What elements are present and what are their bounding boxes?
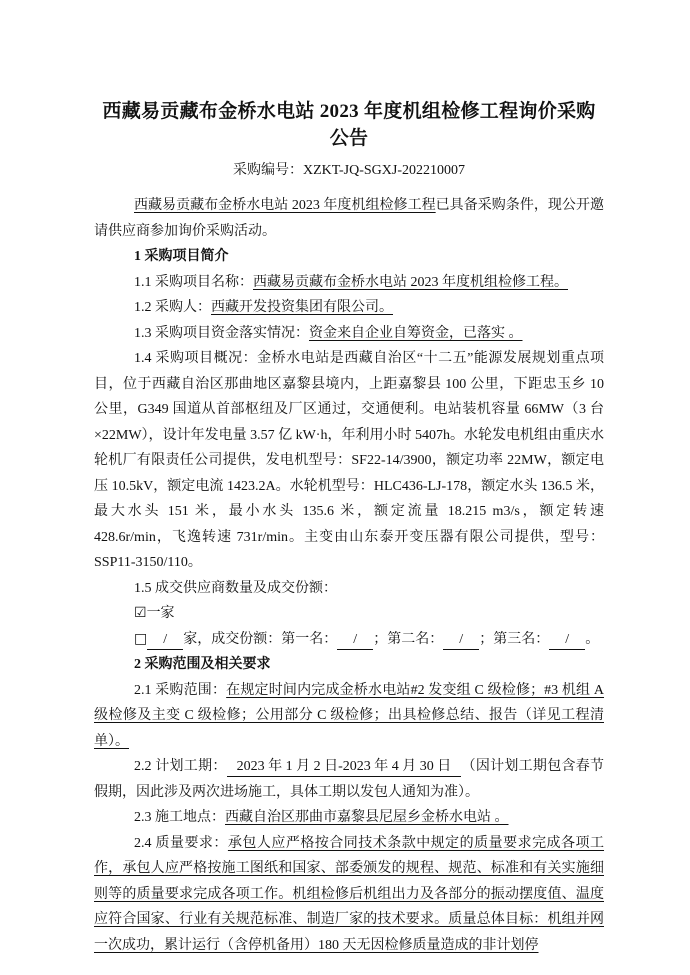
option-multi-text-2: ；第二名： (373, 631, 444, 647)
item-1-4-label: 1.4 采购项目概况： (134, 351, 258, 366)
option-multi-text-4: 。 (585, 631, 600, 647)
item-2-3 (94, 805, 604, 831)
blank-supplier-count: / (147, 631, 183, 650)
item-1-1 (94, 270, 604, 296)
item-1-3-value: 资金来自企业自筹资金，已落实 。 (309, 325, 523, 341)
item-1-1-value: 西藏易贡藏布金桥水电站 2023 年度机组检修工程。 (253, 274, 568, 290)
item-1-2-value: 西藏开发投资集团有限公司。 (211, 300, 393, 315)
item-2-4-value: 承包人应严格按合同技术条款中规定的质量要求完成各项工作，承包人应严格按施工图纸和国家、部委颁发的规程、规范、标准和有关实施细则等的质量要求完成各项工作。机组检修后机组出力及各部分的振动摆度值、温度应符合国家、行业有关规范标准、制造厂家的技术要求。质量总体目标：机组并网一次成功，累计运行（含停机备用）180 天无因检修质量造成的非计划停 (94, 835, 605, 953)
option-single-supplier (94, 601, 604, 627)
section-1-heading: 1 采购项目简介 (134, 249, 229, 264)
intro-paragraph (94, 193, 604, 244)
intro-rest: 已具备采购条件，现公开邀请供应商参加询价采购活动。 (94, 198, 604, 239)
item-2-1-label: 2.1 采购范围： (134, 682, 227, 698)
procurement-number-value: XZKT-JQ-SGXJ-202210007 (302, 163, 466, 178)
document-title: 西藏易贡藏布金桥水电站 2023 年度机组检修工程询价采购公告 (102, 101, 596, 149)
item-1-1-label: 1.1 采购项目名称： (134, 274, 253, 290)
item-1-5-label: 1.5 成交供应商数量及成交份额： (134, 580, 337, 596)
blank-share-second: / (443, 631, 479, 650)
item-2-4-label: 2.4 质量要求： (134, 835, 228, 851)
item-1-4 (94, 346, 604, 576)
option-single-supplier-label: 一家 (146, 606, 175, 621)
item-1-4-value: 金桥水电站是西藏自治区“十二五”能源发展规划重点项目，位于西藏自治区那曲地区嘉黎县境内，上距嘉黎县 100 公里，下距忠玉乡 10 公里，G349 国道从首部枢纽及厂区通过，交通便利。电站装机容量 66MW（3 台×22MW），设计年发电量 3.57 亿 kW·h，年利用小时 5407h。水轮发电机组由重庆水轮机厂有限责任公司提供，发电机型号：SF22-14/3900，额定功率 22MW，额定电压 10.5kV，额定电流 1423.2A。水轮机型号：HLC436-LJ-178，额定水头 136.5 米，最大水头 151 米，最小水头 135.6 米，额定流量 18.215 m3/s，额定转速 428.6r/min，飞逸转速 731r/min。主变由山东泰开变压器有限公司提供，型号：SSP11-3150/110。 (94, 351, 604, 570)
item-1-5 (94, 576, 604, 602)
blank-share-first: / (337, 631, 373, 650)
item-1-2 (94, 295, 604, 321)
item-2-4 (94, 831, 604, 959)
section-2-heading: 2 采购范围及相关要求 (134, 657, 271, 672)
procurement-number-line (94, 159, 604, 183)
item-1-3-label: 1.3 采购项目资金落实情况： (134, 325, 309, 341)
item-2-1 (94, 678, 604, 755)
option-multi-text-3: ；第三名： (479, 631, 550, 647)
item-2-3-label: 2.3 施工地点： (134, 810, 225, 825)
item-2-1-value: 在规定时间内完成金桥水电站#2 发变组 C 级检修；#3 机组 A 级检修及主变 C 级检修；公用部分 C 级检修；出具检修总结、报告（详见工程清单）。 (94, 682, 605, 749)
procurement-number-label: 采购编号： (232, 163, 303, 178)
item-1-3 (94, 321, 604, 347)
unchecked-checkbox-icon: □ (134, 630, 148, 647)
item-2-3-value: 西藏自治区那曲市嘉黎县尼屋乡金桥水电站 。 (225, 810, 509, 825)
checked-checkbox-icon: ☑ (134, 605, 147, 621)
item-2-2 (94, 754, 604, 805)
item-2-2-rest: （因计划工期包含春节假期，因此涉及两次进场施工，具体工期以发包人通知为准）。 (94, 759, 605, 800)
blank-share-third: / (549, 631, 585, 650)
item-2-2-label: 2.2 计划工期： (134, 759, 227, 774)
intro-project-name: 西藏易贡藏布金桥水电站 2023 年度机组检修工程 (134, 198, 436, 213)
option-multi-supplier (94, 627, 604, 653)
option-multi-text-1: 家，成交份额：第一名： (183, 631, 338, 647)
item-2-2-period: 2023 年 1 月 2 日-2023 年 4 月 30 日 (227, 758, 462, 777)
item-1-2-label: 1.2 采购人： (134, 300, 211, 315)
